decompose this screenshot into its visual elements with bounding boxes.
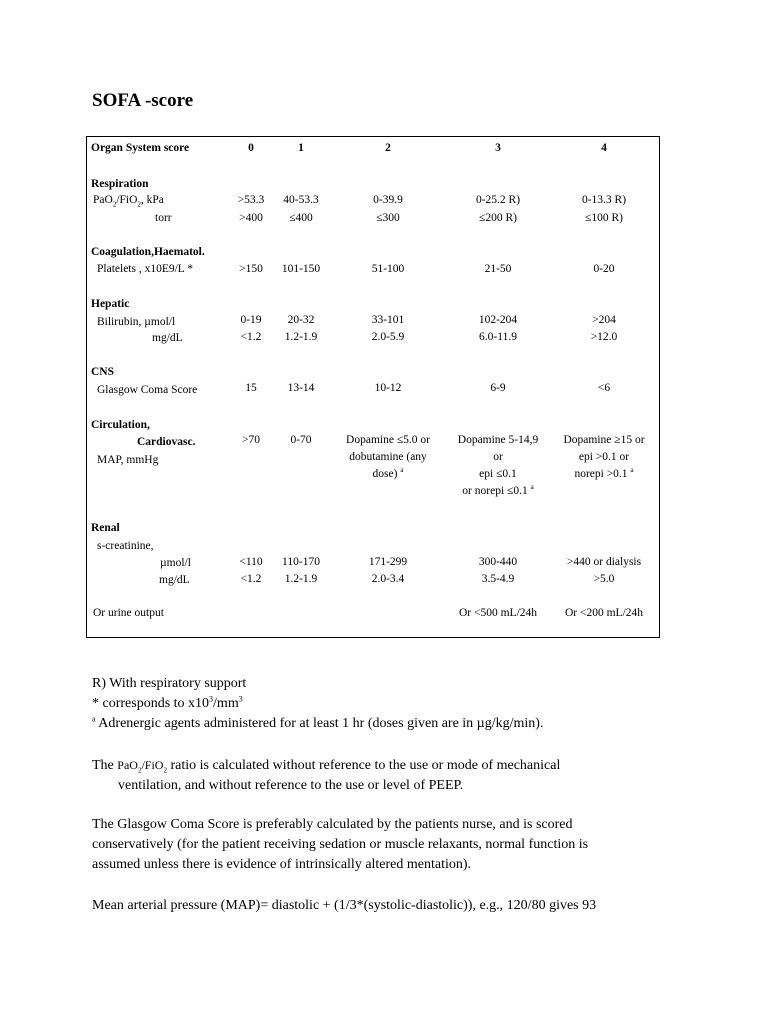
footnote-a: $^a$ Adrenergic agents administered for at least 1 hr (doses given are in µg/kg/min). <box>92 714 544 731</box>
circ-3: Dopamine 5-14,9 or epi ≤0.1 or norepi ≤0.1 $^a$ <box>457 434 539 497</box>
resp-torr-0: >400 <box>239 212 263 224</box>
renal-umol-3: 300-440 <box>478 556 518 568</box>
score-4-header: 4 <box>601 142 607 154</box>
resp-kpa-1: 40-53.3 <box>283 194 319 206</box>
hep-mgdl-2: 2.0-5.9 <box>371 331 405 343</box>
renal-mgdl-3: 3.5-4.9 <box>481 573 515 585</box>
creat-mgdl-label: mg/dL <box>159 574 190 586</box>
map-paragraph: Mean arterial pressure (MAP)= diastolic + (1/3*(systolic-diastolic)), e.g., 120/80 gives 93 <box>92 898 597 913</box>
hep-mgdl-0: <1.2 <box>240 331 262 343</box>
coagulation-title: Coagulation,Haematol. <box>91 246 205 258</box>
hep-umol-3: 102-204 <box>478 314 518 326</box>
hep-mgdl-1: 1.2-1.9 <box>284 331 318 343</box>
cns-title: CNS <box>91 366 115 378</box>
hep-umol-2: 33-101 <box>371 314 405 326</box>
renal-umol-2: 171-299 <box>368 556 408 568</box>
circ-0: >70 <box>242 434 260 446</box>
urine-3: Or <500 mL/24h <box>458 607 538 619</box>
renal-mgdl-0: <1.2 <box>240 573 262 585</box>
creat-umol-label: µmol/l <box>160 557 191 569</box>
circulation-title: Circulation, <box>91 419 150 431</box>
gcs-paragraph: The Glasgow Coma Score is preferably calculated by the patients nurse, and is scored conservatively (for the patient receiving sedation or muscle relaxants, normal function is assumed unless there is evidence of intrinsically altered mentation). <box>92 817 589 872</box>
renal-umol-1: 110-170 <box>282 556 320 568</box>
renal-mgdl-1: 1.2-1.9 <box>284 573 318 585</box>
cns-4: <6 <box>597 382 611 394</box>
coag-3: 21-50 <box>484 263 512 275</box>
pao2-paragraph: The PaO$_2$/FiO$_2$ ratio is calculated without reference to the use or mode of mechanical ventilation, and without reference to the use or level of PEEP. <box>92 758 561 793</box>
cardiovasc-title: Cardiovasc. <box>137 436 196 448</box>
resp-torr-3: ≤200 R) <box>479 212 517 224</box>
circ-4: Dopamine ≥15 or epi >0.1 or norepi >0.1 $^a$ <box>563 434 645 480</box>
platelets-label: Platelets , x10E9/L * <box>97 263 194 275</box>
footnote-r: R) With respiratory support <box>92 676 247 691</box>
cns-3: 6-9 <box>490 382 506 394</box>
bilirubin-umol-label: Bilirubin, µmol/l <box>97 316 176 328</box>
pao2-fio2-label: PaO$_2$/FiO$_2$, kPa <box>93 194 164 209</box>
torr-label: torr <box>155 212 172 224</box>
cns-2: 10-12 <box>374 382 402 394</box>
hep-umol-4: >204 <box>592 314 616 326</box>
resp-kpa-0: >53.3 <box>237 194 265 206</box>
footnote-star: * corresponds to $x10^3/mm^3$ <box>92 694 243 711</box>
score-1-header: 1 <box>298 142 304 154</box>
page-title: SOFA -score <box>92 90 194 111</box>
urine-output-label: Or urine output <box>93 607 164 619</box>
resp-kpa-3: 0-25.2 R) <box>475 194 521 206</box>
coag-4: 0-20 <box>593 263 615 275</box>
renal-umol-4: >440 or dialysis <box>566 556 642 568</box>
renal-mgdl-4: >5.0 <box>593 573 615 585</box>
coag-1: 101-150 <box>281 263 321 275</box>
score-3-header: 3 <box>495 142 501 154</box>
cns-0: 15 <box>245 382 257 394</box>
table-header-label: Organ System score <box>91 142 190 154</box>
resp-kpa-2: 0-39.9 <box>373 194 403 206</box>
hepatic-title: Hepatic <box>91 298 130 310</box>
renal-mgdl-2: 2.0-3.4 <box>371 573 405 585</box>
coag-0: >150 <box>239 263 263 275</box>
coag-2: 51-100 <box>371 263 405 275</box>
urine-4: Or <200 mL/24h <box>564 607 644 619</box>
bilirubin-mgdl-label: mg/dL <box>152 332 183 344</box>
score-0-header: 0 <box>248 142 254 154</box>
circ-1: 0-70 <box>290 434 312 446</box>
resp-kpa-4: 0-13.3 R) <box>581 194 627 206</box>
score-2-header: 2 <box>385 142 391 154</box>
resp-torr-1: ≤400 <box>289 212 313 224</box>
hep-mgdl-3: 6.0-11.9 <box>479 331 517 343</box>
respiration-title: Respiration <box>91 178 149 190</box>
map-label: MAP, mmHg <box>97 454 159 466</box>
hep-umol-1: 20-32 <box>287 314 315 326</box>
creatinine-label: s-creatinine, <box>97 540 154 552</box>
circ-2: Dopamine ≤5.0 or dobutamine (any dose) $^a$ <box>346 434 430 480</box>
resp-torr-4: ≤100 R) <box>585 212 623 224</box>
renal-title: Renal <box>91 522 120 534</box>
cns-1: 13-14 <box>287 382 315 394</box>
resp-torr-2: ≤300 <box>376 212 400 224</box>
hep-umol-0: 0-19 <box>240 314 262 326</box>
hep-mgdl-4: >12.0 <box>590 331 618 343</box>
renal-umol-0: <110 <box>239 556 263 568</box>
gcs-label: Glasgow Coma Score <box>97 384 198 396</box>
